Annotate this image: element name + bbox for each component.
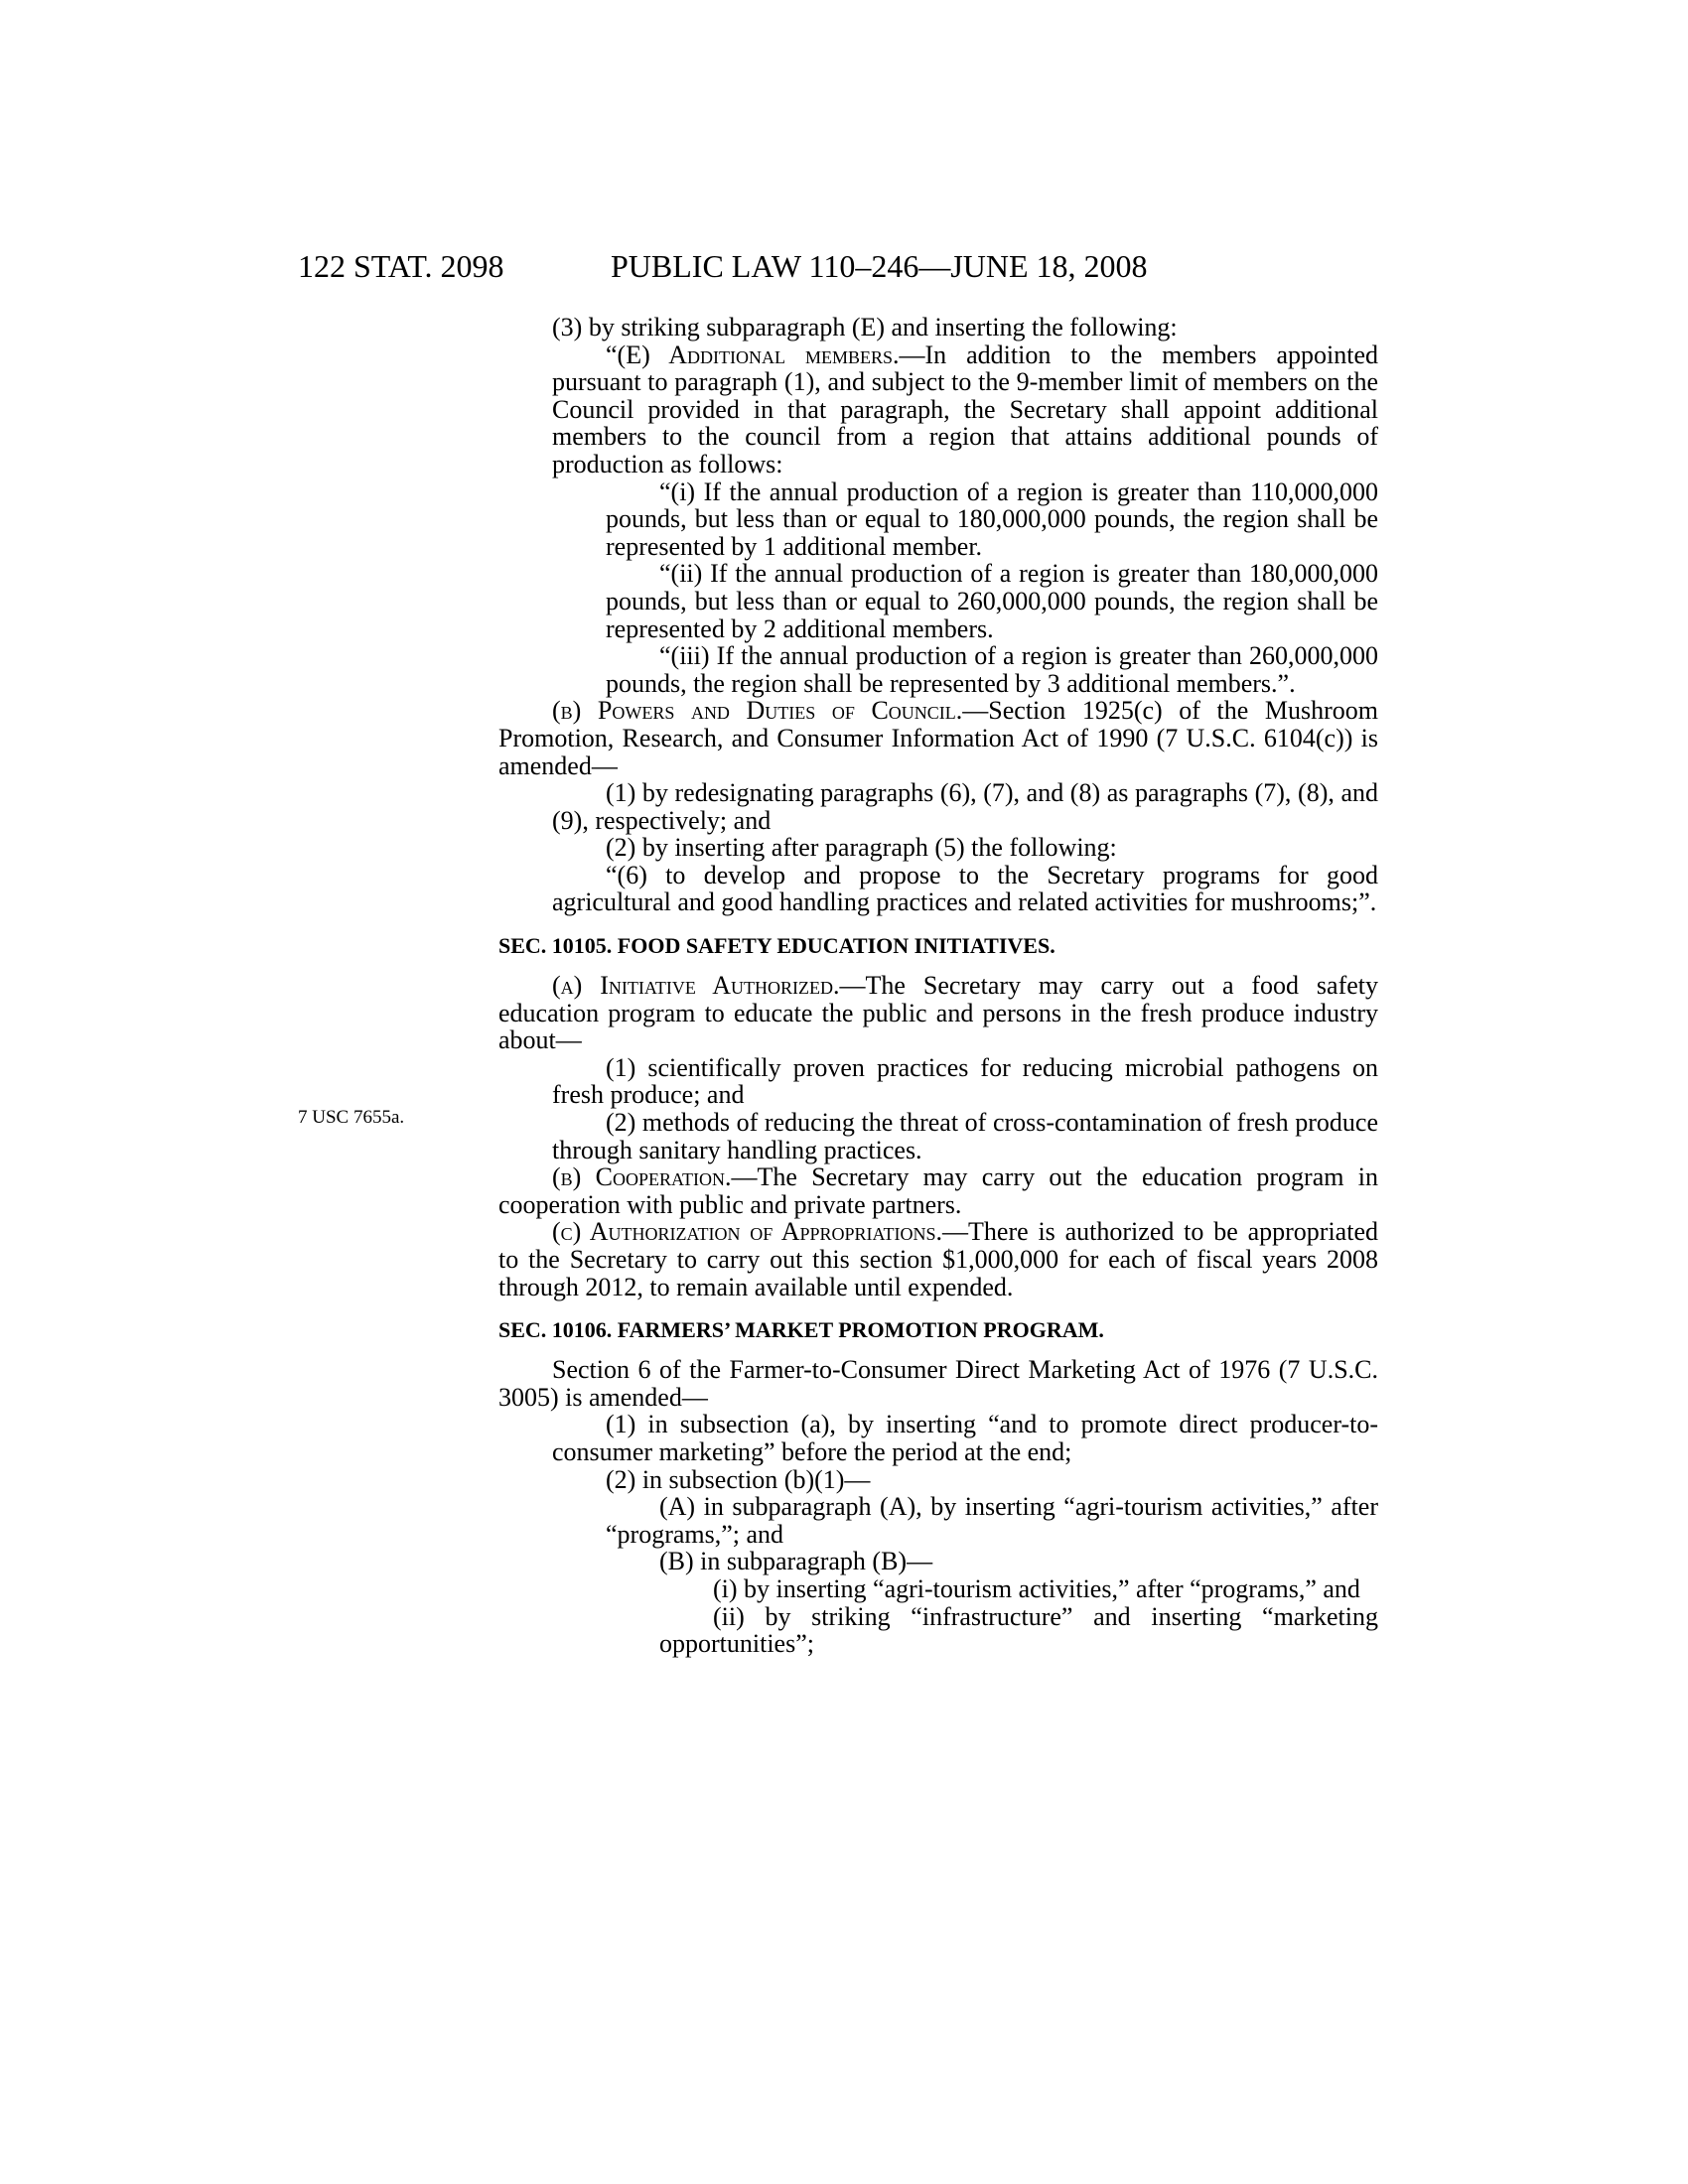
paragraph-3-intro: (3) by striking subparagraph (E) and inserting the following: — [552, 313, 1178, 341]
sec-10106-clause-i: (i) by inserting “agri-tourism activities,” after “programs,” and — [713, 1573, 1360, 1603]
sec-10105-a2: (2) methods of reducing the threat of cross-contamination of fresh produce through sanitary handling practices. — [552, 1108, 1378, 1164]
section-10106-heading: SEC. 10106. FARMERS’ MARKET PROMOTION PROGRAM. — [498, 1317, 1104, 1343]
section-10105-heading: SEC. 10105. FOOD SAFETY EDUCATION INITIATIVES. — [498, 933, 1055, 959]
body-text — [498, 314, 1378, 1658]
sec-10105-b-heading: (b) Cooperation. — [552, 1162, 732, 1192]
sec-10105-subsection-a — [498, 972, 1378, 1054]
sec-10105-subsection-b — [498, 1163, 1378, 1218]
margin-citation-sec-10105: 7 USC 7655a. — [298, 1107, 405, 1128]
sec-10106-paragraph-2: (2) in subsection (b)(1)— — [606, 1464, 871, 1494]
sec-10106-clause-ii: (ii) by striking “infrastructure” and inserting “marketing opportunities”; — [659, 1601, 1378, 1659]
subparagraph-E-heading: “(E) Additional members. — [606, 340, 900, 369]
sec-10106-subparagraph-B: (B) in subparagraph (B)— — [659, 1547, 933, 1576]
sec-10106-subparagraph-A: (A) in subparagraph (A), by inserting “agri-tourism activities,” after “programs,”; and — [606, 1492, 1378, 1549]
running-head-title: PUBLIC LAW 110–246—JUNE 18, 2008 — [611, 248, 1148, 284]
subsection-b — [498, 697, 1378, 779]
sec-10105-c-text: —There is authorized to be appropriated to the Secretary to carry out this section $1,000,000 for each of fiscal years 2008 through 2012, to remain available until expended. — [498, 1217, 1378, 1301]
sec-10105-a-text: —The Secretary may carry out a food safety education program to educate the public and persons in the fresh produce industry about— — [498, 971, 1378, 1055]
clause-ii: “(ii) If the annual production of a region is greater than 180,000,000 pounds, but less than or equal to 260,000,000 pounds, the region shall be represented by 2 additional members. — [606, 559, 1378, 643]
paragraph-b1: (1) by redesignating paragraphs (6), (7), and (8) as paragraphs (7), (8), and (9), respectively; and — [552, 778, 1378, 835]
sec-10105-subsection-c — [498, 1218, 1378, 1300]
sec-10106-intro: Section 6 of the Farmer-to-Consumer Direct Marketing Act of 1976 (7 U.S.C. 3005) is amended— — [498, 1355, 1378, 1412]
clause-i: “(i) If the annual production of a region is greater than 110,000,000 pounds, but less than or equal to 180,000,000 pounds, the region shall be represented by 1 additional member. — [606, 477, 1378, 561]
subparagraph-E-text: —In addition to the members appointed pursuant to paragraph (1), and subject to the 9-member limit of members on the Council provided in that paragraph, the Secretary shall appoint additional members to the council from a region that attains additional pounds of production as follows: — [552, 340, 1379, 478]
subsection-b-text: —Section 1925(c) of the Mushroom Promotion, Research, and Consumer Information Act of 1990 (7 U.S.C. 6104(c)) is amended— — [498, 696, 1378, 780]
stat-page-id: 122 STAT. 2098 — [298, 248, 504, 284]
clause-iii: “(iii) If the annual production of a region is greater than 260,000,000 pounds, the region shall be represented by 3 additional members.”. — [606, 641, 1378, 698]
sec-10105-c-heading: (c) Authorization of Appropriations. — [552, 1217, 943, 1247]
sec-10105-b-text: —The Secretary may carry out the education program in cooperation with public and private partners. — [498, 1162, 1378, 1219]
subsection-b-heading: (b) Powers and Duties of Council. — [552, 696, 963, 726]
sec-10106-paragraph-1: (1) in subsection (a), by inserting “and to promote direct producer-to-consumer marketing” before the period at the end; — [552, 1410, 1378, 1466]
paragraph-b6: “(6) to develop and propose to the Secretary programs for good agricultural and good handling practices and related activities for mushrooms;”. — [552, 860, 1378, 917]
sec-10105-a-heading: (a) Initiative Authorized. — [552, 971, 840, 1001]
subparagraph-E — [498, 341, 1378, 478]
paragraph-b2: (2) by inserting after paragraph (5) the following: — [606, 833, 1117, 863]
sec-10105-a1: (1) scientifically proven practices for reducing microbial pathogens on fresh produce; and — [552, 1052, 1378, 1110]
